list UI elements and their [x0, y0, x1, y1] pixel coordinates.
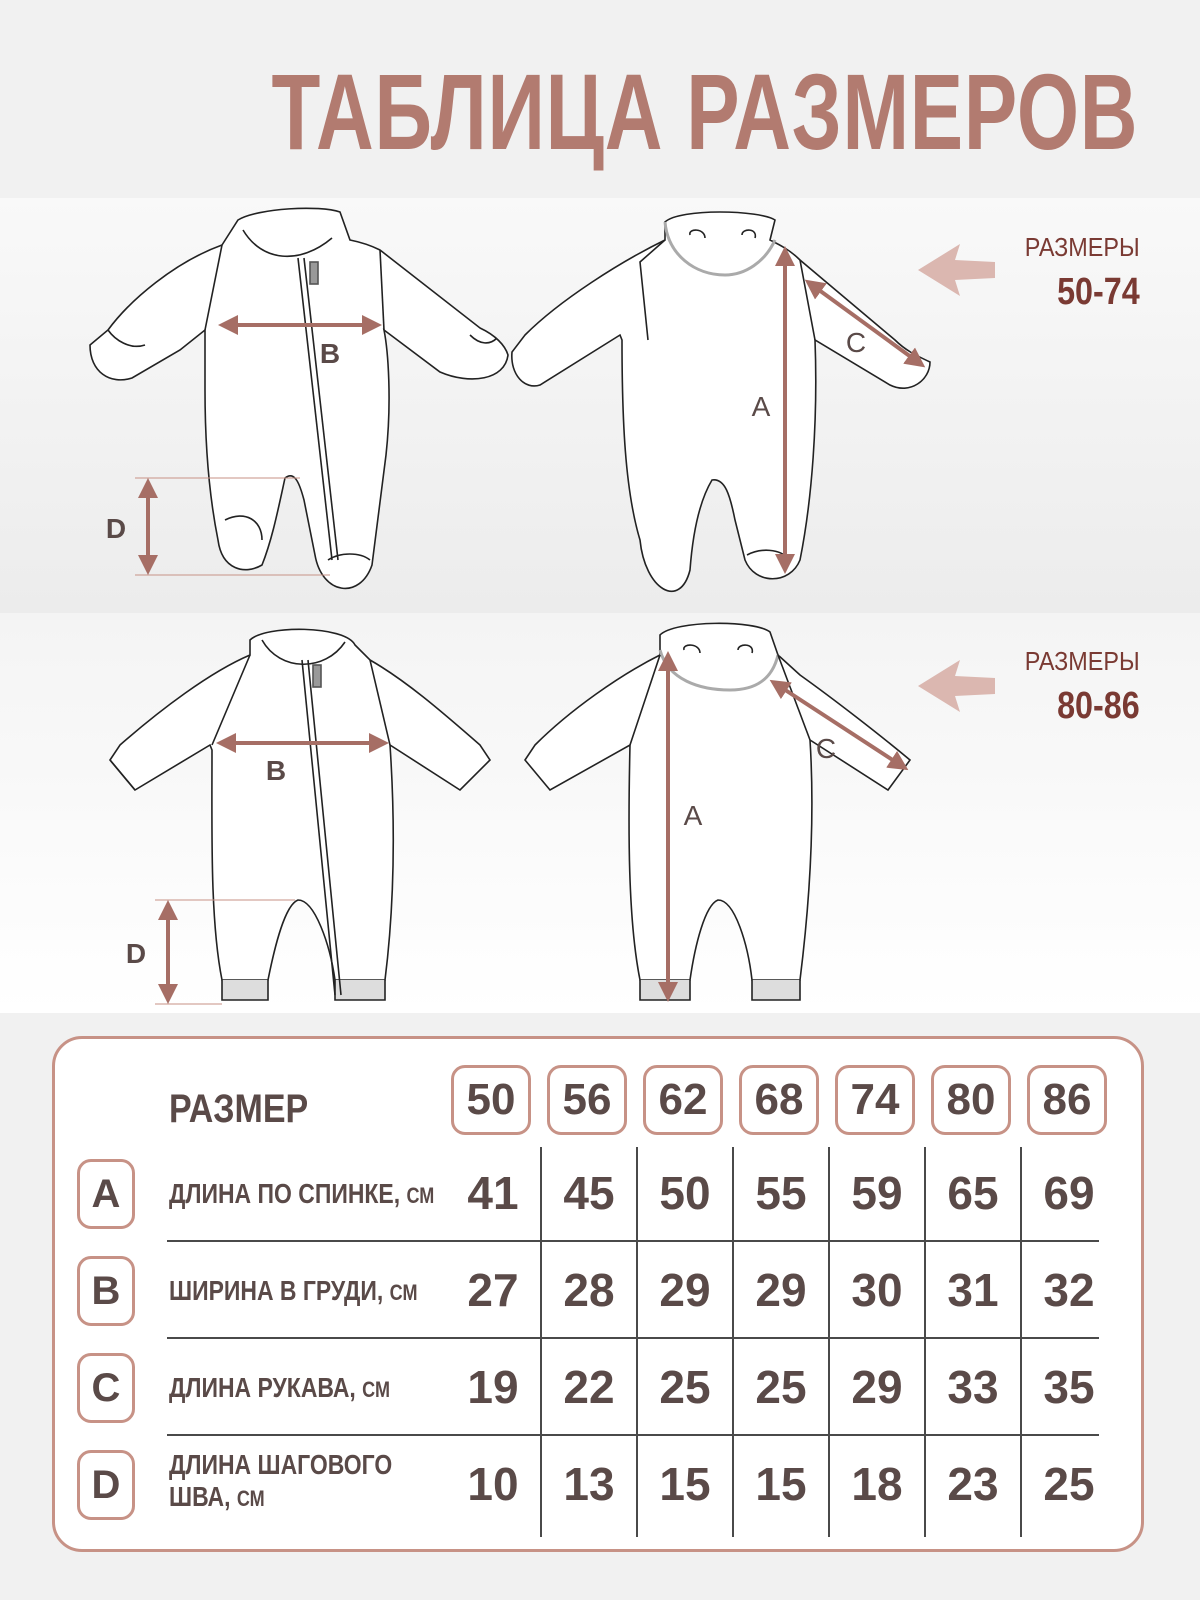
size-group-2: [1012, 646, 1140, 728]
arrow-pointer-50-74: [918, 244, 995, 296]
table-cell: 29: [659, 1264, 711, 1316]
size-header-label: РАЗМЕР: [169, 1087, 309, 1131]
size-header-62: 62: [643, 1065, 723, 1135]
size-group-label: РАЗМЕРЫ: [1025, 646, 1140, 676]
row-label-c: ДЛИНА РУКАВА, СМ: [169, 1372, 391, 1403]
row-label-a: ДЛИНА ПО СПИНКЕ, СМ: [169, 1178, 435, 1209]
table-cell: 27: [467, 1264, 519, 1316]
row-divider: [167, 1337, 1099, 1339]
size-group-range: 50-74: [1057, 271, 1140, 313]
row-letter-c: C: [77, 1353, 135, 1423]
jumpsuit-back-50-74: [512, 212, 930, 591]
label-d-50-74: D: [105, 513, 127, 544]
size-header-80: 80: [931, 1065, 1011, 1135]
row-letter-b: B: [77, 1256, 135, 1326]
table-cell: 29: [755, 1264, 807, 1316]
table-cell: 35: [1043, 1361, 1095, 1413]
table-cell: 41: [467, 1167, 519, 1219]
label-c-50-74: C: [845, 327, 867, 358]
table-cell: 69: [1043, 1167, 1095, 1219]
table-cell: 18: [851, 1458, 903, 1510]
label-b-50-74: B: [319, 338, 341, 369]
row-divider: [167, 1434, 1099, 1436]
row-label-d: ДЛИНА ШАГОВОГО ШВА, СМ: [169, 1449, 393, 1512]
table-cell: 23: [947, 1458, 999, 1510]
table-cell: 29: [851, 1361, 903, 1413]
table-cell: 31: [947, 1264, 999, 1316]
arrow-pointer-80-86: [918, 660, 995, 712]
table-cell: 30: [851, 1264, 903, 1316]
row-label-b: ШИРИНА В ГРУДИ, СМ: [169, 1275, 418, 1306]
label-a-50-74: A: [751, 391, 771, 422]
size-header-50: 50: [451, 1065, 531, 1135]
table-cell: 25: [755, 1361, 807, 1413]
row-letter-d: D: [77, 1450, 135, 1520]
table-cell: 28: [563, 1264, 615, 1316]
size-header-56: 56: [547, 1065, 627, 1135]
table-cell: 45: [563, 1167, 615, 1219]
label-c-80-86: C: [815, 733, 837, 764]
row-divider: [167, 1240, 1099, 1242]
label-d-80-86: D: [125, 938, 147, 969]
jumpsuit-front-50-74: [90, 208, 508, 588]
label-a-80-86: A: [683, 800, 703, 831]
size-group-1: [1012, 232, 1140, 314]
jumpsuit-back-80-86: [525, 623, 910, 1000]
table-cell: 25: [659, 1361, 711, 1413]
label-b-80-86: B: [265, 755, 287, 786]
size-header-68: 68: [739, 1065, 819, 1135]
table-cell: 15: [755, 1458, 807, 1510]
table-cell: 10: [467, 1458, 519, 1510]
table-cell: 19: [467, 1361, 519, 1413]
table-cell: 22: [563, 1361, 615, 1413]
size-header-86: 86: [1027, 1065, 1107, 1135]
table-cell: 15: [659, 1458, 711, 1510]
table-cell: 32: [1043, 1264, 1095, 1316]
table-cell: 13: [563, 1458, 615, 1510]
table-cell: 55: [755, 1167, 807, 1219]
size-table: [52, 1036, 1144, 1552]
row-letter-a: A: [77, 1159, 135, 1229]
size-group-label: РАЗМЕРЫ: [1025, 232, 1140, 262]
table-cell: 25: [1043, 1458, 1095, 1510]
page-title: ТАБЛИЦА РАЗМЕРОВ: [271, 51, 1138, 172]
table-cell: 33: [947, 1361, 999, 1413]
table-cell: 59: [851, 1167, 903, 1219]
size-group-range: 80-86: [1057, 685, 1140, 727]
table-cell: 65: [947, 1167, 999, 1219]
table-cell: 50: [659, 1167, 711, 1219]
size-header-74: 74: [835, 1065, 915, 1135]
